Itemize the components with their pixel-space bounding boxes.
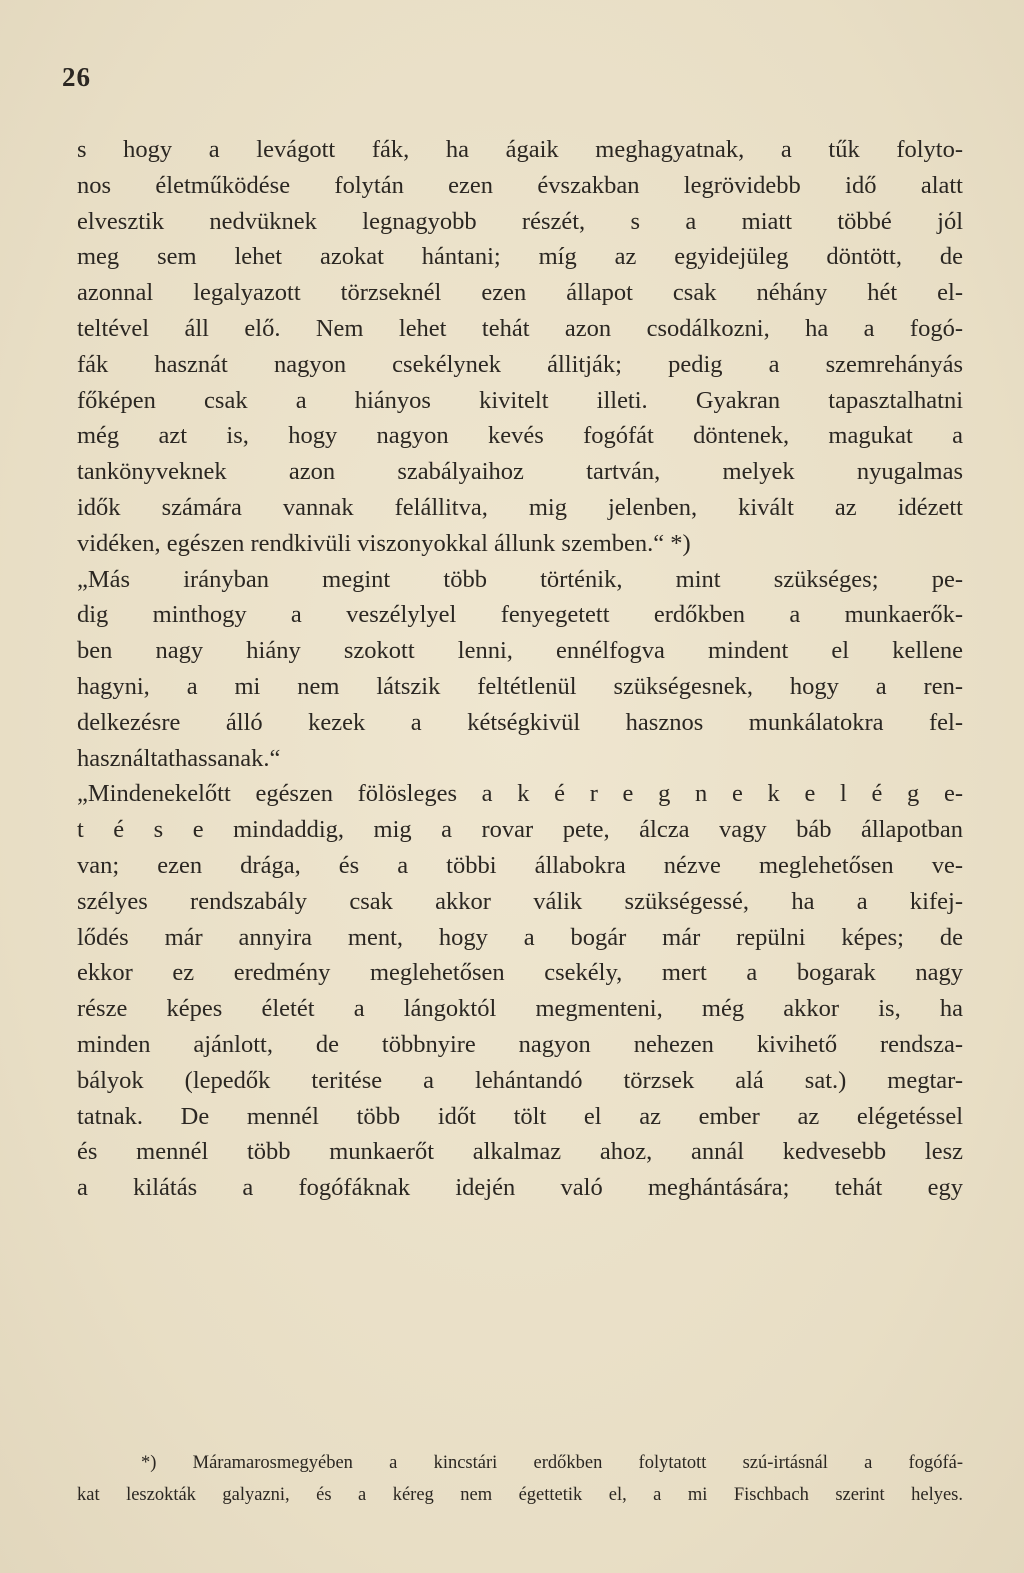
text-line: meg sem lehet azokat hántani; míg az egyidejüleg döntött, de — [77, 243, 963, 271]
body-text — [77, 132, 963, 1206]
text-line: tatnak. De mennél több időt tölt el az ember az elégetéssel — [77, 1102, 963, 1130]
text-line: ekkor ez eredmény meglehetősen csekély, mert a bogarak nagy — [77, 959, 963, 987]
text-line: szélyes rendszabály csak akkor válik szükségessé, ha a kifej- — [77, 887, 963, 915]
text-line: minden ajánlott, de többnyire nagyon nehezen kivihető rendsza- — [77, 1030, 963, 1058]
text-line: használtathassanak.“ — [77, 744, 281, 772]
text-line: fák hasznát nagyon csekélynek állitják; pedig a szemrehányás — [77, 350, 963, 378]
text-line: bályok (lepedők teritése a lehántandó törzsek alá sat.) megtar- — [77, 1066, 963, 1094]
text-line: van; ezen drága, és a többi állabokra nézve meglehetősen ve- — [77, 851, 963, 879]
text-line: még azt is, hogy nagyon kevés fogófát döntenek, magukat a — [77, 422, 963, 450]
text-line: elvesztik nedvüknek legnagyobb részét, s a miatt többé jól — [77, 207, 963, 235]
footnote-line: kat leszokták galyazni, és a kéreg nem égettetik el, a mi Fischbach szerint helyes. — [77, 1485, 963, 1505]
footnote-line: *) Máramarosmegyében a kincstári erdőkben folytatott szú-irtásnál a fogófá- — [141, 1453, 963, 1473]
text-line: s hogy a levágott fák, ha ágaik meghagyatnak, a tűk folyto- — [77, 136, 963, 163]
text-line: delkezésre álló kezek a kétségkivül hasznos munkálatokra fel- — [77, 708, 963, 736]
text-line: és mennél több munkaerőt alkalmaz ahoz, annál kedvesebb lesz — [77, 1138, 963, 1166]
text-line: nos életműködése folytán ezen évszakban legrövidebb idő alatt — [77, 171, 963, 199]
text-line: „Más irányban megint több történik, mint szükséges; pe- — [77, 565, 963, 593]
text-line: „Mindenekelőtt egészen fölösleges a k é r e g n e k e l é g e- — [77, 780, 963, 808]
text-line: a kilátás a fogófáknak idején való meghántására; tehát egy — [77, 1174, 963, 1202]
text-line: tankönyveknek azon szabályaihoz tartván, melyek nyugalmas — [77, 458, 963, 486]
text-line: főképen csak a hiányos kivitelt illeti. Gyakran tapasztalhatni — [77, 386, 963, 414]
text-line: lődés már annyira ment, hogy a bogár már repülni képes; de — [77, 923, 963, 951]
text-line: azonnal legalyazott törzseknél ezen állapot csak néhány hét el- — [77, 279, 963, 307]
text-line: t é s e mindaddig, mig a rovar pete, álcza vagy báb állapotban — [77, 816, 963, 844]
text-line: dig minthogy a veszélylyel fenyegetett erdőkben a munkaerők- — [77, 601, 963, 629]
text-line: vidéken, egészen rendkivüli viszonyokkal állunk szemben.“ *) — [77, 529, 691, 557]
footnotes — [77, 1447, 963, 1511]
text-line: ben nagy hiány szokott lenni, ennélfogva mindent el kellene — [77, 637, 963, 665]
text-line: idők számára vannak felállitva, mig jelenben, kivált az idézett — [77, 493, 963, 521]
page-number: 26 — [62, 62, 91, 92]
text-line: része képes életét a lángoktól megmenteni, még akkor is, ha — [77, 995, 963, 1023]
text-line: hagyni, a mi nem látszik feltétlenül szükségesnek, hogy a ren- — [77, 672, 963, 700]
text-line: teltével áll elő. Nem lehet tehát azon csodálkozni, ha a fogó- — [77, 314, 963, 342]
